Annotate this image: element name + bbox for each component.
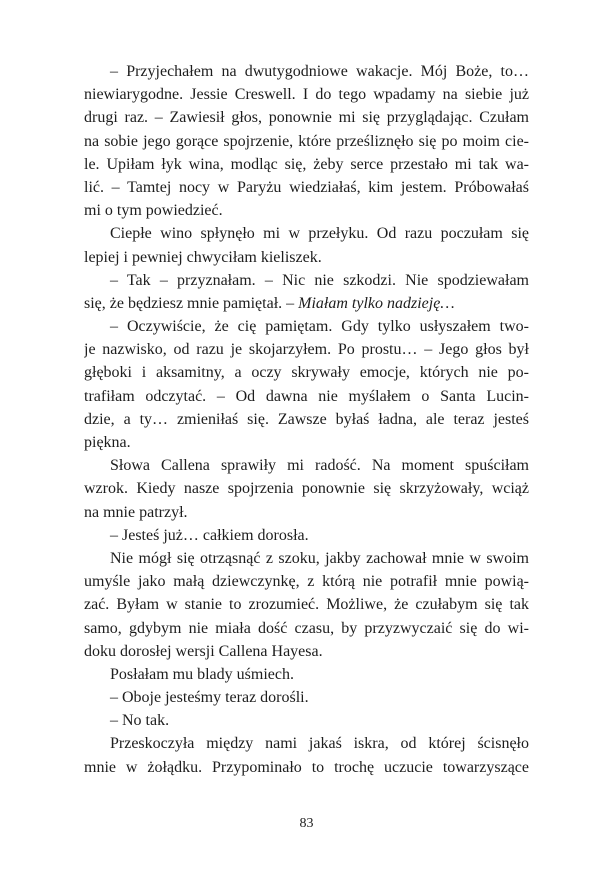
text-segment: na mnie patrzył.	[84, 503, 188, 521]
text-segment: – Przyjechałem na dwutygodniowe wakacje. Mój Boże, to…	[110, 63, 529, 80]
text-segment: się, że będziesz mnie pamiętał. –	[84, 294, 299, 312]
text-segment: na sobie jego gorące spojrzenie, które prześliznęło się po moim cie-	[84, 132, 529, 150]
text-segment: Ciepłe wino spłynęło mi w przełyku. Od razu poczułam się	[110, 225, 529, 243]
text-segment-italic: Miałam tylko nadzieję…	[298, 294, 455, 312]
text-segment: Posłałam mu blady uśmiech.	[110, 665, 294, 683]
text-segment: drugi raz. – Zawiesił głos, ponownie mi się przyglądając. Czułam	[84, 109, 529, 127]
text-line	[84, 153, 529, 176]
text-segment: mnie w żołądku. Przypominało to trochę uczucie towarzyszące	[84, 758, 529, 776]
text-line	[84, 547, 529, 570]
text-segment: doku dorosłej wersji Callena Hayesa.	[84, 642, 323, 660]
text-segment: niewiarygodne. Jessie Creswell. I do tego wpadamy na siebie już	[84, 86, 529, 104]
text-segment: mi o tym powiedzieć.	[84, 202, 223, 220]
text-segment: lepiej i pewniej chwyciłam kieliszek.	[84, 248, 322, 266]
page-number: 83	[299, 816, 314, 831]
text-line	[84, 385, 529, 408]
text-segment: le. Upiłam łyk wina, modląc się, żeby serce przestało mi tak wa-	[84, 155, 529, 173]
text-line	[84, 501, 529, 524]
text-line	[84, 408, 529, 431]
text-line	[84, 315, 529, 338]
text-segment: – Oboje jesteśmy teraz dorośli.	[110, 689, 309, 707]
text-segment: – Jesteś już… całkiem dorosła.	[110, 526, 309, 544]
text-segment: samo, gdybym nie miała dość czasu, by przyzwyczaić się do wi-	[84, 619, 529, 637]
text-line	[84, 756, 529, 779]
text-segment: – Tak – przyznałam. – Nic nie szkodzi. Nie spodziewałam	[110, 271, 529, 289]
text-line	[84, 454, 529, 477]
text-segment: – Oczywiście, że cię pamiętam. Gdy tylko usłyszałem two-	[110, 318, 529, 336]
text-line	[84, 617, 529, 640]
text-line	[84, 199, 529, 222]
text-line	[84, 106, 529, 129]
text-segment: wzrok. Kiedy nasze spojrzenia ponownie się skrzyżowały, wciąż	[84, 480, 529, 498]
text-line	[84, 361, 529, 384]
text-line	[84, 130, 529, 153]
text-segment: je nazwisko, od razu je skojarzyłem. Po prostu… – Jego głos był	[84, 341, 529, 359]
text-line	[84, 292, 529, 315]
text-line	[84, 732, 529, 755]
text-segment: trafiłam odczytać. – Od dawna nie myślałem o Santa Lucin-	[84, 387, 529, 405]
text-segment: piękna.	[84, 434, 131, 451]
text-line	[84, 60, 529, 83]
text-line	[84, 431, 529, 454]
text-segment: dzie, a ty… zmieniłaś się. Zawsze byłaś ładna, ale teraz jesteś	[84, 410, 529, 428]
text-segment: lić. – Tamtej nocy w Paryżu wiedziałaś, kim jestem. Próbowałaś	[84, 178, 529, 196]
text-line	[84, 83, 529, 106]
text-line	[84, 524, 529, 547]
text-line	[84, 477, 529, 500]
text-line	[84, 338, 529, 361]
text-line	[84, 269, 529, 292]
page-text	[84, 60, 529, 779]
text-segment: Przeskoczyła między nami jakaś iskra, od której ścisnęło	[110, 735, 529, 753]
text-line	[84, 176, 529, 199]
text-segment: Słowa Callena sprawiły mi radość. Na moment spuściłam	[110, 457, 529, 475]
text-line	[84, 593, 529, 616]
text-segment: – No tak.	[110, 712, 170, 730]
text-line	[84, 222, 529, 245]
text-line	[84, 570, 529, 593]
text-line	[84, 663, 529, 686]
text-segment: umyśle jako małą dziewczynkę, z którą nie potrafił mnie powią-	[84, 573, 529, 591]
text-line	[84, 709, 529, 732]
text-segment: Nie mógł się otrząsnąć z szoku, jakby zachował mnie w swoim	[110, 549, 529, 567]
text-line	[84, 246, 529, 269]
text-line	[84, 686, 529, 709]
text-line	[84, 640, 529, 663]
text-segment: zać. Byłam w stanie to zrozumieć. Możliwe, że czułabym się tak	[84, 596, 529, 614]
text-segment: głęboki i aksamitny, a oczy skrywały emocje, których nie po-	[84, 364, 529, 382]
